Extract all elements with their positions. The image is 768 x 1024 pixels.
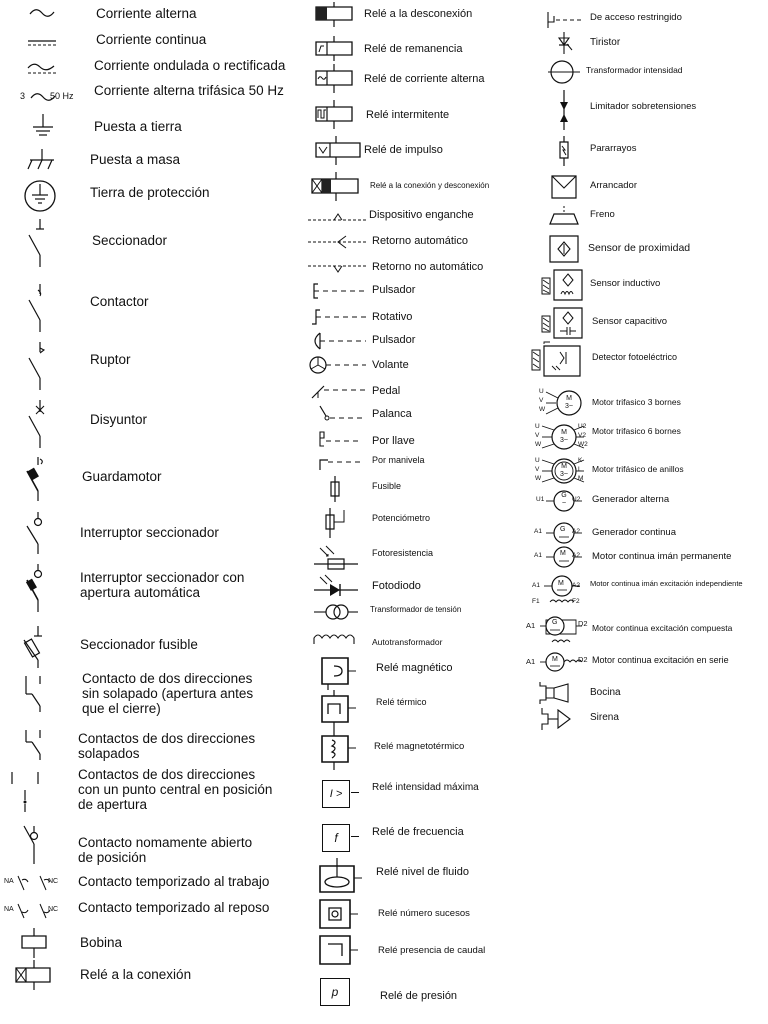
symbol-text: NA <box>4 878 14 885</box>
symbol-label: Contacto nomamente abierto de posición <box>78 835 253 865</box>
symbol-label: Disyuntor <box>90 412 148 427</box>
symbol-row <box>530 172 768 204</box>
symbol-row <box>530 234 768 266</box>
symbol-label: Relé magnético <box>376 662 453 674</box>
symbol-row <box>0 898 300 924</box>
symbol-label: Dispositivo enganche <box>369 209 474 221</box>
symbol-row <box>530 8 768 30</box>
symbol-label: Fusible <box>372 481 402 491</box>
symbol-label: Corriente continua <box>96 32 207 47</box>
symbol-row <box>300 934 530 970</box>
symbol-label: Transformador de tensión <box>370 605 462 614</box>
symbol-row <box>0 80 300 106</box>
symbol-row <box>300 428 530 452</box>
symbol-row <box>300 574 530 600</box>
symbol-row <box>300 506 530 540</box>
crank-icon <box>306 452 370 474</box>
relay-off-delay-icon <box>308 2 358 28</box>
symbol-label: Puesta a tierra <box>94 119 182 134</box>
symbol-label: Bobina <box>80 935 123 950</box>
symbol-row <box>300 690 530 730</box>
terminal-labels: U V W <box>539 388 546 413</box>
symbol-label: Motor continua excitación compuesta <box>592 623 733 633</box>
symbol-label: Generador alterna <box>592 494 670 505</box>
terminal-labels: A2 <box>572 528 580 535</box>
inductive-sensor-icon <box>540 268 590 304</box>
symbol-label: Retorno automático <box>372 235 468 247</box>
symbol-row <box>0 508 300 558</box>
ac-relay-icon <box>308 64 358 94</box>
symbol-label: Relé de remanencia <box>364 43 463 55</box>
terminal-labels: F2 <box>572 598 580 605</box>
changeover-contact-icon <box>18 674 48 714</box>
symbol-label: Motor continua imán excitación independiente <box>590 579 743 588</box>
motor-label: M <box>558 580 564 587</box>
proximity-sensor-icon <box>544 234 584 266</box>
symbol-row <box>530 30 768 56</box>
symbol-row <box>530 706 768 732</box>
symbol-row <box>300 818 530 858</box>
symbol-row <box>300 172 530 202</box>
symbol-row <box>300 64 530 94</box>
symbol-label: Sensor inductivo <box>590 278 661 289</box>
chassis-ground-icon <box>24 147 58 175</box>
terminal-labels: U2 <box>572 496 581 503</box>
symbol-row <box>530 268 768 304</box>
symbol-row <box>0 560 300 616</box>
overlapping-contacts-icon <box>18 728 48 762</box>
column-right <box>526 0 768 1024</box>
terminal-labels: U1 <box>536 496 545 503</box>
symbol-label: Pararrayos <box>590 143 637 154</box>
symbol-label: Relé intermitente <box>366 109 450 121</box>
key-icon <box>306 428 370 450</box>
symbol-text: f <box>334 831 338 845</box>
symbol-row <box>300 36 530 62</box>
magnetothermal-relay-icon <box>318 730 358 770</box>
symbol-label: Relé a la desconexión <box>364 8 473 20</box>
connector-line <box>351 836 359 837</box>
on-off-delay-relay-icon <box>308 172 364 202</box>
disconnector-icon <box>24 217 54 269</box>
motor-label: M <box>552 656 558 663</box>
pm-dc-motor-icon <box>546 544 586 570</box>
symbol-row <box>0 622 300 672</box>
symbol-row <box>300 136 530 166</box>
pushbutton-mushroom-icon <box>306 330 370 352</box>
symbol-row <box>0 872 300 896</box>
dc-lines-icon <box>22 33 62 53</box>
symbol-row <box>300 600 530 624</box>
surge-limiter-icon <box>550 88 580 132</box>
autotransformer-icon <box>312 630 368 650</box>
remanence-relay-icon <box>308 36 358 62</box>
symbol-row <box>300 974 530 1014</box>
terminal-labels: U V W <box>535 423 542 448</box>
symbol-label: Limitador sobretensiones <box>590 101 697 112</box>
non-auto-return-icon <box>306 258 370 278</box>
flow-relay-icon <box>318 934 368 968</box>
symbol-label: Por llave <box>372 435 415 447</box>
symbol-label: Motor trifasico 3 bornes <box>592 397 681 407</box>
terminal-labels: A1 <box>526 657 536 666</box>
symbol-text: p <box>331 985 339 999</box>
symbol-label: Sirena <box>590 712 619 723</box>
symbol-row <box>0 338 300 394</box>
motor-label: M 3~ <box>560 463 568 478</box>
siren-icon <box>538 706 578 732</box>
symbol-row <box>0 926 300 962</box>
symbol-row <box>530 572 768 608</box>
symbol-label: Tiristor <box>590 37 621 48</box>
dc-generator-icon <box>546 520 586 546</box>
symbol-label: Motor trifasico 6 bornes <box>592 426 681 436</box>
symbol-row <box>530 204 768 230</box>
symbol-row <box>0 728 300 764</box>
symbol-text: NA <box>4 906 14 913</box>
symbol-row <box>300 474 530 504</box>
symbol-row <box>0 215 300 271</box>
symbol-label: Contacto temporizado al reposo <box>78 900 270 915</box>
symbol-row <box>300 330 530 354</box>
fluid-level-relay-icon <box>318 858 364 898</box>
brake-icon <box>544 204 584 230</box>
motor-label: G ~ <box>561 492 567 507</box>
symbol-label: Bocina <box>590 687 621 698</box>
symbol-label: Contactos de dos direcciones solapados <box>78 731 256 761</box>
symbol-row <box>300 654 530 690</box>
symbol-row <box>0 55 300 79</box>
symbol-label: Ruptor <box>90 352 131 367</box>
circuit-breaker-icon <box>24 398 54 450</box>
symbol-row <box>530 420 768 454</box>
ac-wave-icon <box>22 3 62 23</box>
restricted-access-icon <box>542 8 590 30</box>
relay-on-delay-icon <box>10 958 56 992</box>
potentiometer-icon <box>314 506 354 540</box>
symbol-label: Generador continua <box>592 527 676 538</box>
motor-label: M <box>560 550 566 557</box>
terminal-labels: D2 <box>578 619 588 628</box>
symbol-label: Corriente alterna <box>96 6 197 21</box>
terminal-labels: A1 <box>526 621 536 630</box>
symbol-label: Relé de presión <box>380 990 458 1002</box>
impulse-relay-icon <box>308 136 364 166</box>
symbol-label: Seccionador <box>92 233 168 248</box>
symbol-label: Contactos de dos direcciones con un punto central en posición de apertura <box>78 767 273 812</box>
symbol-label: Relé número sucesos <box>378 908 470 919</box>
symbol-label: Freno <box>590 209 615 220</box>
symbol-label: Pulsador <box>372 334 416 346</box>
symbol-label: De acceso restringido <box>590 12 682 23</box>
symbol-row <box>526 614 768 648</box>
symbol-row <box>300 774 530 814</box>
symbol-label: Relé a la conexión y desconexión <box>370 181 490 190</box>
symbol-label: Tierra de protección <box>90 185 210 200</box>
symbol-label: Relé térmico <box>376 697 427 707</box>
horn-icon <box>538 680 578 706</box>
symbol-row <box>530 340 768 380</box>
symbol-row <box>300 306 530 330</box>
symbol-label: Potenciómetro <box>372 513 431 523</box>
symbol-row <box>530 680 768 706</box>
contactor-icon <box>24 282 54 334</box>
symbol-row <box>530 488 768 514</box>
symbol-row <box>0 455 300 505</box>
symbol-row <box>300 280 530 304</box>
photoelectric-detector-icon <box>530 340 590 380</box>
symbol-label: Pedal <box>372 385 401 397</box>
symbol-row <box>0 110 300 144</box>
symbol-row <box>0 145 300 177</box>
center-off-contacts-icon <box>8 768 48 814</box>
symbol-label: Retorno no automático <box>372 261 484 273</box>
symbol-label: Seccionador fusible <box>80 637 198 652</box>
symbol-row <box>0 822 300 868</box>
terminal-labels: U2 V2 W2 <box>578 423 588 448</box>
symbol-row <box>0 280 300 336</box>
symbol-label: Relé de frecuencia <box>372 826 464 838</box>
motor-label: M 3~ <box>560 429 568 444</box>
symbol-row <box>530 454 768 488</box>
protective-earth-icon <box>22 178 58 214</box>
symbol-label: Guardamotor <box>82 469 162 484</box>
terminal-labels: D2 <box>578 655 588 664</box>
max-current-relay-icon <box>322 780 350 808</box>
magnetic-relay-icon <box>318 654 358 690</box>
capacitive-sensor-icon <box>540 306 590 342</box>
symbol-row <box>300 630 530 654</box>
symbol-label: Transformador intensidad <box>586 65 683 75</box>
symbol-label: Fotoresistencia <box>372 548 434 558</box>
symbol-row <box>300 452 530 474</box>
symbol-label: Contacto temporizado al trabajo <box>78 874 270 889</box>
symbol-row <box>300 2 530 28</box>
connector-line <box>351 792 359 793</box>
symbol-row <box>0 672 300 724</box>
symbol-row <box>300 730 530 770</box>
coil-icon <box>14 926 54 960</box>
symbol-row <box>300 380 530 404</box>
terminal-labels: A1 <box>534 528 542 535</box>
symbol-label: Motor continua imán permanente <box>592 551 732 562</box>
symbol-label: Arrancador <box>590 180 637 191</box>
photoresistor-icon <box>312 544 362 574</box>
terminal-labels: A1 <box>532 582 540 589</box>
handwheel-icon <box>306 354 370 376</box>
symbol-label: Relé magnetotérmico <box>374 741 465 752</box>
symbol-row <box>300 354 530 378</box>
symbol-row <box>300 232 530 254</box>
symbol-row <box>530 520 768 546</box>
lightning-arrester-icon <box>550 134 580 168</box>
thyristor-icon <box>550 30 580 56</box>
rectified-wave-icon <box>22 58 62 78</box>
symbol-row <box>300 402 530 428</box>
symbol-row <box>530 544 768 570</box>
symbol-row <box>530 306 768 342</box>
sep-excited-dc-motor-icon <box>544 572 590 608</box>
symbol-label: Interruptor seccionador <box>80 525 219 540</box>
column-middle <box>300 0 530 1024</box>
flasher-relay-icon <box>308 100 358 130</box>
symbol-row <box>0 0 300 30</box>
symbol-row <box>530 88 768 132</box>
symbol-row <box>300 858 530 898</box>
rotary-icon <box>306 306 370 328</box>
symbol-row <box>530 386 768 422</box>
fuse-icon <box>320 474 350 504</box>
symbol-text: NC <box>48 906 59 913</box>
terminal-labels: U V W <box>535 457 542 482</box>
symbol-text: 50 Hz <box>50 91 74 101</box>
current-transformer-icon <box>544 56 584 88</box>
symbol-label: Relé nivel de fluido <box>376 866 469 878</box>
auto-switch-disconnector-icon <box>22 562 52 614</box>
symbol-label: Interruptor seccionador con apertura automática <box>80 570 245 600</box>
symbol-row <box>530 56 768 88</box>
symbol-text: I > <box>329 788 343 800</box>
symbol-row <box>300 544 530 574</box>
symbol-label: Sensor de proximidad <box>588 242 691 254</box>
motor-label: M 3~ <box>565 395 573 410</box>
motor-label: G <box>560 526 566 533</box>
symbol-label: Motor trifásico de anillos <box>592 464 684 474</box>
position-contact-icon <box>18 822 48 866</box>
voltage-transformer-icon <box>312 600 362 624</box>
symbol-label: Relé intensidad máxima <box>372 782 479 793</box>
symbol-text: 3 <box>20 91 26 101</box>
symbol-row <box>0 30 300 54</box>
symbol-row <box>0 177 300 215</box>
pedal-icon <box>306 380 370 402</box>
symbol-label: Fotodiodo <box>372 580 421 592</box>
earth-ground-icon <box>28 112 58 142</box>
symbol-label: Volante <box>372 359 409 371</box>
motor-protector-icon <box>22 455 52 503</box>
symbol-label: Motor continua excitación en serie <box>592 655 729 665</box>
breaker-switch-icon <box>24 340 54 392</box>
thermal-relay-icon <box>318 690 358 730</box>
auto-return-icon <box>306 232 370 252</box>
symbol-row <box>530 134 768 168</box>
symbol-row <box>526 648 768 678</box>
column-left <box>0 0 300 1024</box>
symbol-label: Por manivela <box>372 455 425 465</box>
symbol-label: Puesta a masa <box>90 152 181 167</box>
switch-disconnector-icon <box>22 510 52 556</box>
symbol-label: Relé de impulso <box>364 144 443 156</box>
event-counter-relay-icon <box>318 898 368 932</box>
symbol-row <box>0 396 300 452</box>
symbol-label: Detector fotoeléctrico <box>592 352 678 362</box>
symbol-label: Sensor capacitivo <box>592 316 667 327</box>
symbol-label: Corriente ondulada o rectificada <box>94 58 286 73</box>
latch-device-icon <box>306 206 370 226</box>
frequency-relay-icon <box>322 824 350 852</box>
terminal-labels: A1 <box>534 552 542 559</box>
fuse-disconnector-icon <box>20 624 54 670</box>
pushbutton-icon <box>306 280 370 302</box>
symbol-row <box>300 100 530 130</box>
symbol-label: Relé a la conexión <box>80 967 192 982</box>
photodiode-icon <box>312 574 362 600</box>
motor-label: G <box>552 619 558 626</box>
symbol-label: Corriente alterna trifásica 50 Hz <box>94 83 284 98</box>
symbol-row <box>0 958 300 994</box>
symbol-label: Relé de corriente alterna <box>364 73 485 85</box>
symbol-text: NC <box>48 878 59 885</box>
symbol-row <box>300 898 530 934</box>
symbol-label: Relé presencia de caudal <box>378 945 486 956</box>
terminal-labels: F1 <box>532 598 540 605</box>
symbol-row <box>300 258 530 280</box>
symbol-label: Pulsador <box>372 284 416 296</box>
terminal-labels: K L M <box>578 457 584 482</box>
lever-icon <box>306 402 370 426</box>
terminal-labels: A2 <box>572 552 580 559</box>
starter-icon <box>548 172 582 204</box>
symbol-label: Palanca <box>372 408 412 420</box>
symbol-label: Contacto de dos direcciones sin solapado (apertura antes que el cierre) <box>82 671 254 716</box>
pressure-relay-icon <box>320 978 350 1006</box>
symbol-label: Autotransformador <box>372 637 443 647</box>
symbol-label: Rotativo <box>372 311 413 323</box>
symbol-row <box>300 206 530 228</box>
symbol-row <box>0 768 300 818</box>
terminal-labels: A2 <box>572 582 580 589</box>
symbol-label: Contactor <box>90 294 149 309</box>
